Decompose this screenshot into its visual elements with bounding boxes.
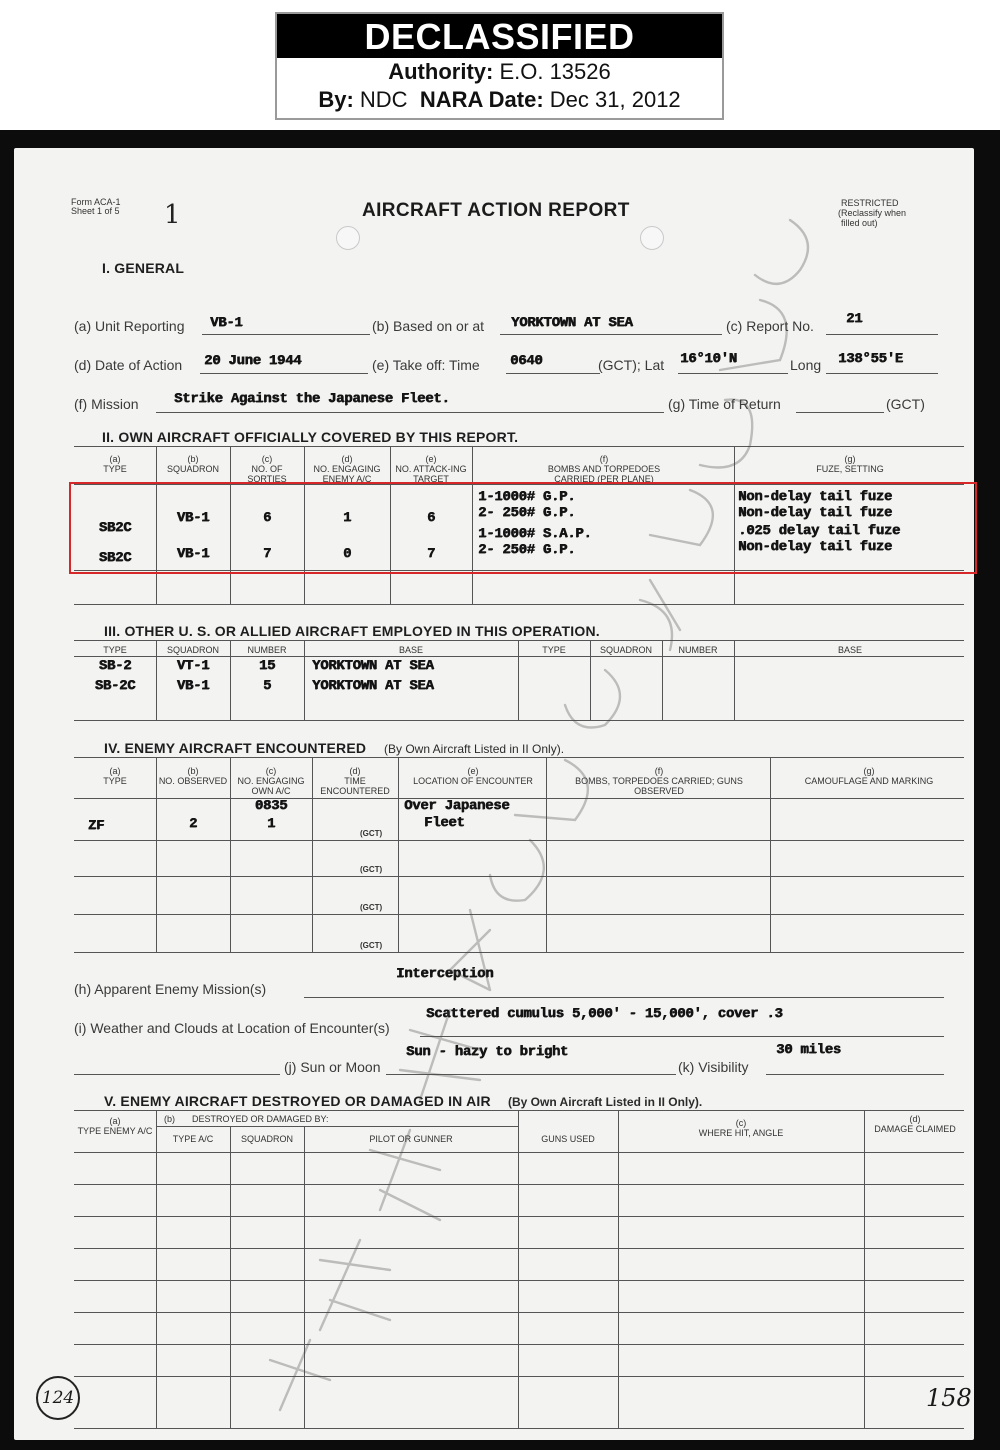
own-row2-sorties: 7 bbox=[262, 546, 272, 562]
own-row1-bomb-2: 2- 250# G.P. bbox=[478, 505, 576, 521]
own-row2-bomb-2: 2- 250# G.P. bbox=[478, 542, 576, 558]
sheet-number: Sheet 1 of 5 bbox=[71, 206, 120, 216]
authority-label: Authority: bbox=[388, 59, 494, 84]
other-row2-squadron: VB-1 bbox=[176, 678, 210, 694]
long-value: 138°55'E bbox=[838, 351, 903, 367]
date-value: 20 June 1944 bbox=[204, 353, 302, 369]
own-row1-type: SB2C bbox=[98, 520, 132, 536]
form-number: Form ACA-1 bbox=[71, 197, 121, 207]
own-row2-squadron: VB-1 bbox=[176, 546, 210, 562]
destroyed-heading-note: (By Own Aircraft Listed in II Only). bbox=[508, 1095, 703, 1109]
section-own-heading: II. OWN AIRCRAFT OFFICIALLY COVERED BY THIS REPORT. bbox=[102, 429, 519, 445]
destroyed-vrule bbox=[864, 1110, 865, 1428]
own-row2-fuze-1: .025 delay tail fuze bbox=[738, 523, 901, 539]
visibility-label: (k) Visibility bbox=[678, 1059, 749, 1075]
report-no-value: 21 bbox=[846, 311, 863, 327]
based-value: YORKTOWN AT SEA bbox=[511, 315, 633, 331]
own-row1-bomb-1: 1-1000# G.P. bbox=[478, 489, 576, 505]
other-row1-number: 15 bbox=[258, 658, 276, 674]
destroyed-col-enemy: (a) TYPE ENEMY A/C bbox=[77, 1116, 153, 1136]
reclassify-note: (Reclassify when bbox=[838, 208, 907, 218]
section-enemy-heading: IV. ENEMY AIRCRAFT ENCOUNTERED bbox=[104, 740, 367, 756]
own-row2-bomb-1: 1-1000# S.A.P. bbox=[478, 526, 592, 542]
other-col-squadron-2: SQUADRON bbox=[599, 645, 652, 655]
other-row2-base: YORKTOWN AT SEA bbox=[312, 678, 434, 694]
enemy-col-type: (a) TYPE bbox=[103, 766, 127, 786]
destroyed-col-where-hit: (c) WHERE HIT, ANGLE bbox=[698, 1118, 784, 1138]
enemy-heading-note: (By Own Aircraft Listed in II Only). bbox=[384, 742, 565, 756]
other-row2-number: 5 bbox=[262, 678, 272, 694]
by-label: By: bbox=[318, 87, 354, 112]
unit-reporting-label: (a) Unit Reporting bbox=[74, 318, 185, 334]
other-row2-type: SB-2C bbox=[94, 678, 136, 694]
enemy-gct-1: (GCT) bbox=[360, 829, 383, 838]
own-row2-fuze-2: Non-delay tail fuze bbox=[738, 539, 892, 555]
enemy-row1-location-2: Fleet bbox=[424, 815, 465, 831]
own-col-attacking: (e) NO. ATTACK-ING TARGET bbox=[395, 454, 467, 484]
page-number-circled: 124 bbox=[36, 1376, 80, 1420]
scanned-page bbox=[0, 130, 1000, 1450]
own-row1-fuze-2: Non-delay tail fuze bbox=[738, 505, 892, 521]
section-other-heading: III. OTHER U. S. OR ALLIED AIRCRAFT EMPLOYED IN THIS OPERATION. bbox=[104, 623, 600, 639]
other-row1-type: SB-2 bbox=[98, 658, 132, 674]
sun-moon-label: (j) Sun or Moon bbox=[284, 1059, 381, 1075]
enemy-col-engaging: (c) NO. ENGAGING OWN A/C bbox=[237, 766, 305, 796]
sun-moon-value: Sun - hazy to bright bbox=[406, 1044, 569, 1060]
enemy-row1-location-1: Over Japanese bbox=[404, 798, 510, 814]
destroyed-col-b: DESTROYED OR DAMAGED BY: bbox=[192, 1114, 329, 1124]
section-general-heading: I. GENERAL bbox=[102, 260, 185, 276]
own-row1-attacking: 6 bbox=[426, 510, 436, 526]
other-row1-base: YORKTOWN AT SEA bbox=[312, 658, 434, 674]
own-row1-squadron: VB-1 bbox=[176, 510, 210, 526]
copy-number: 1 bbox=[164, 200, 181, 230]
enemy-row1-type: ZF bbox=[87, 818, 105, 834]
page-number-handwritten: 158 bbox=[926, 1384, 972, 1412]
own-row2-type: SB2C bbox=[98, 550, 132, 566]
own-col-engaging: (d) NO. ENGAGING ENEMY A/C bbox=[313, 454, 381, 484]
apparent-mission-value: Interception bbox=[396, 966, 494, 982]
enemy-row1-engaging-time: 0835 bbox=[254, 798, 288, 814]
diagonal-watermark bbox=[150, 150, 850, 1450]
mission-label: (f) Mission bbox=[74, 396, 139, 412]
nara-label: NARA Date: bbox=[419, 87, 544, 112]
own-row2-attacking: 7 bbox=[426, 546, 436, 562]
other-col-type: TYPE bbox=[103, 645, 127, 655]
lat-value: 16°10'N bbox=[680, 351, 737, 367]
enemy-col-bombs: (f) BOMBS, TORPEDOES CARRIED; GUNS OBSERVED bbox=[575, 766, 743, 796]
visibility-value: 30 miles bbox=[776, 1042, 841, 1058]
stamp-title: DECLASSIFIED bbox=[277, 14, 722, 58]
declassified-stamp bbox=[275, 12, 724, 120]
return-label: (g) Time of Return bbox=[668, 396, 781, 412]
stamp-authority-line bbox=[277, 58, 722, 86]
destroyed-col-damage: (d) DAMAGE CLAIMED bbox=[874, 1114, 956, 1134]
return-gct-label: (GCT) bbox=[886, 396, 925, 412]
nara-value: Dec 31, 2012 bbox=[549, 87, 681, 112]
by-value: NDC bbox=[359, 87, 408, 112]
other-col-base-2: BASE bbox=[837, 645, 862, 655]
other-col-squadron: SQUADRON bbox=[166, 645, 219, 655]
destroyed-col-squadron: SQUADRON bbox=[240, 1134, 293, 1144]
weather-value: Scattered cumulus 5,000' - 15,000', cover .3 bbox=[426, 1006, 783, 1022]
authority-value: E.O. 13526 bbox=[499, 59, 611, 84]
stamp-by-line bbox=[277, 86, 722, 114]
other-col-base: BASE bbox=[398, 645, 423, 655]
own-col-sorties: (c) NO. OF SORTIES bbox=[247, 454, 287, 484]
enemy-gct-2: (GCT) bbox=[360, 865, 383, 874]
other-col-number-2: NUMBER bbox=[678, 645, 718, 655]
enemy-row1-engaging: 1 bbox=[266, 816, 276, 832]
own-row1-sorties: 6 bbox=[262, 510, 272, 526]
takeoff-value: 0640 bbox=[510, 353, 543, 369]
apparent-mission-label: (h) Apparent Enemy Mission(s) bbox=[74, 981, 267, 997]
enemy-col-location: (e) LOCATION OF ENCOUNTER bbox=[413, 766, 533, 786]
destroyed-col-type: TYPE A/C bbox=[172, 1134, 214, 1144]
based-label: (b) Based on or at bbox=[372, 318, 485, 334]
enemy-gct-4: (GCT) bbox=[360, 941, 383, 950]
enemy-row1-observed: 2 bbox=[188, 816, 198, 832]
takeoff-label: (e) Take off: Time bbox=[372, 357, 480, 373]
destroyed-col-b-letter: (b) bbox=[164, 1114, 175, 1124]
enemy-col-camouflage: (g) CAMOUFLAGE AND MARKING bbox=[804, 766, 934, 786]
gct-lat-label: (GCT); Lat bbox=[598, 357, 665, 373]
report-no-label: (c) Report No. bbox=[726, 318, 814, 334]
destroyed-col-pilot: PILOT OR GUNNER bbox=[369, 1134, 453, 1144]
destroyed-col-guns: GUNS USED bbox=[541, 1134, 595, 1144]
long-label: Long bbox=[790, 357, 822, 373]
enemy-gct-3: (GCT) bbox=[360, 903, 383, 912]
other-row1-squadron: VT-1 bbox=[176, 658, 210, 674]
unit-reporting-value: VB-1 bbox=[210, 315, 243, 331]
own-col-bombs: (f) BOMBS AND TORPEDOES CARRIED (PER PLANE) bbox=[547, 454, 661, 484]
report-title: AIRCRAFT ACTION REPORT bbox=[362, 200, 630, 221]
other-col-type-2: TYPE bbox=[542, 645, 566, 655]
restricted-label: RESTRICTED bbox=[841, 198, 899, 208]
own-row2-engaging: 0 bbox=[342, 546, 352, 562]
enemy-col-time: (d) TIME ENCOUNTERED bbox=[320, 766, 390, 796]
own-col-type: (a) TYPE bbox=[103, 454, 127, 474]
own-row1-fuze-1: Non-delay tail fuze bbox=[738, 489, 892, 505]
date-label: (d) Date of Action bbox=[74, 357, 183, 373]
mission-value: Strike Against the Japanese Fleet. bbox=[174, 391, 450, 407]
own-col-fuze: (g) FUZE, SETTING bbox=[816, 454, 884, 474]
section-destroyed-heading: V. ENEMY AIRCRAFT DESTROYED OR DAMAGED IN AIR bbox=[104, 1093, 491, 1109]
enemy-col-observed: (b) NO. OBSERVED bbox=[158, 766, 228, 786]
own-col-squadron: (b) SQUADRON bbox=[166, 454, 219, 474]
other-col-number: NUMBER bbox=[247, 645, 287, 655]
own-row1-engaging: 1 bbox=[342, 510, 352, 526]
filled-note: filled out) bbox=[841, 218, 878, 228]
weather-label: (i) Weather and Clouds at Location of Encounter(s) bbox=[74, 1020, 390, 1036]
